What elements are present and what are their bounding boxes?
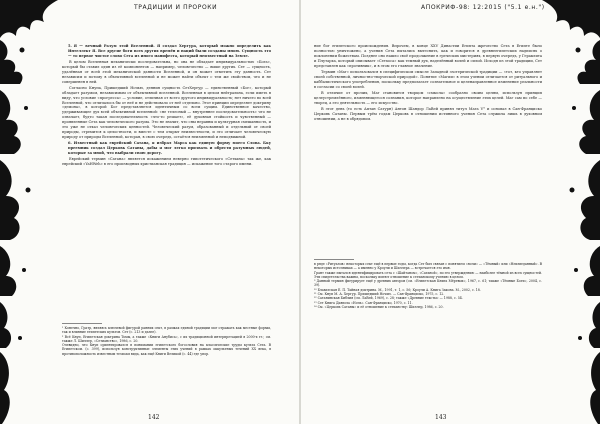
left-footnotes: [62, 326, 271, 356]
paragraph: ние бог египетского происхождения. Впрочем, в конце XXV Династии Египта жречество Сета в Египте было полностью уничтожено, а учения Сета пытались вытеснить, как и говорится в древнеегипетских надписях о поклонении божествам. Позднее оно нашло своё продолжение в греческих мистериях, в первую очередь, у Гераклита и Плутарха, который описывает «Сетхоса» как темный дух, наделённый волей и силой. Исходя из этой традиции, Сет представлен как «противник», и в этом его главное значение.: [314, 44, 542, 68]
footnote: ¹⁴ См. «Церковь Сатаны» и её отношение к сетианству: Шиллер, 1986, с. 20.: [314, 304, 444, 309]
footnote: ¹³ Сет Книга Дьявола «Ночь». Сан-Франциско, 1970, с. 11.: [314, 300, 413, 305]
right-page-number: 143: [435, 414, 447, 421]
footnote: в ряде «Ритуалов» некоторых сект ещё в первые годы, когда Сет был связан с понятием «ночи» — «Тёмный» или «Неизведанный». В некоторых источниках — а именно у Кроули и Шиллера — встречается это имя.: [314, 262, 542, 271]
footnote-rule: [314, 259, 354, 260]
right-page: [301, 0, 600, 424]
right-main-text: [314, 44, 542, 123]
footnote: ⁹ Данный термин фигурирует ещё у древних авторов (см. «Египетская Книга Мёртвых», 1967, с. 61; также «Тёмные Боги», 2004, с. 39).: [314, 279, 542, 288]
paragraph: Согласно Кнупа, Пришедший Ночью, деяния сущность СетХергур — единственный «Бог», который обладает разумом, независимым от объективной вселенной. Вселенная в целом нейтральна, если иметь в виду, что условие «прогресса» — условие, отличная от всего другого индивидуальность; нет ничего во всей Вселенной, что отличалось бы от неё и не действовало от неё отдельно. Этот принцип определяет доктрину «демона», в которой Бог представляется идентичным со всем сущим. Единственное качество, удерживающее дух всей объективной вселенной: «не телесный — внутреннее последовательность» что не означает, будто такая последовательность «что-то решает», её духовная стойкость и чувственный — проявленные Сета как человеческого разума. Это не значит, что сны неравны и культурная смешанность, и это уже не отказ человеческих ценностей. Человеческий разум, образованный и отдельный от своей природы, стремится к целостности, и вместе с тем открыт неизвестности, и это отличает человеческую природу от природы Вселенной, которая, в свою очередь, остаётся неизменной и неподвижной.: [62, 85, 271, 139]
paragraph: Термин «Маг» использовался в специфическом смысле Западной эзотерической традиции — «тот, кто управляет своей собственной, личностно-творческой природой». Понятие «Магии» в этом учении отличается от ритуального и каббалистического употребления, поскольку предполагает сознательное и целенаправленное изменение реальности в согласии со своей волей.: [314, 69, 542, 89]
item-text: Известный как еврейский Сатана, я избрал Марса как единую форму моего Слова. Бку преемник создал Церковь Сатаны, дабы я мог легко призвать и обрести разумных людей, которые за мной, что выбрали свою дорогу.: [68, 141, 271, 155]
footnote: ¹² Сатанинская Библия (см. ЛаВей, 1969), с. 28; также «Древние тексты» — 1988, с. 54.: [314, 296, 463, 301]
right-running-head: АПОКРИФ-98: 12:2015 ("5.1 e.н."): [421, 4, 545, 11]
footnote: ¹ Конечно, Гратр, являясь ключевой фигурой ранних сект, в рамках единой традиции мог отражать как местные формы, так и влияние египетских культов. Сет (с. 213 и далее).: [62, 326, 271, 335]
paragraph: В целом Вселенная механически последовательна, но она не обладает индивидуальностью «Бога», который бы ставил один из её компонентов — например, человечество — выше других. Сет — сущность, удалённая от всей этой механической данности Вселенной, и он может отметить эту данность. Сет независим и потому в объективной вселенной и не может найти объект с тем же свойством, что и не совершенен в ней.: [62, 60, 271, 84]
right-corner-ornament: [542, 0, 600, 424]
item-number: 5.: [68, 44, 72, 48]
footnote: Грант также пытался идентифицировать сета с «Шайтаном», «Сатаной», по его утверждению — наиболее тёмной из всех сущностей. Эти свидетельства важны, поскольку имеют отношение к сетианскому учению в целом.: [314, 270, 542, 279]
numbered-item-6: [62, 141, 271, 156]
footnote: Очевидно, что Кнуп ориентировался в понимании египетского богословия на классические труды культа Сета. В Египетском. (с. 399), используя конструктивные элементы этих учений в рамках оккультных течений ХХ века, в противоположность известным тезисам вида, как ещё Книги Великой (с. 44) где упор.: [62, 343, 271, 356]
right-footnotes: [314, 262, 542, 309]
left-main-text: [62, 44, 271, 168]
footnote: ¹⁰ Блаватская Е. П. Тайная доктрина. М., 1991, т. 1, с. 56; Кроули А. Книга Закона. М., 2002, с. 18.: [314, 287, 481, 292]
paragraph: Еврейский термин «Сатана» является искажением неверно гипотетического «Сетхана» так же, как еврейский «YaHWeh» в его производных христианская традиция — искажение того старого имени.: [62, 157, 271, 167]
footnote: ² Всё Кнуп, Египетская доктрина Тьмы, а также «Книги Анубиса», с их традиционной интерпретацией в 2000-х гг.; см. также Л. Шиллер, «Сетианство», 1986, с. 20.: [62, 334, 271, 343]
left-corner-ornament: [0, 0, 58, 424]
item-text: Я — вечный Разум этой Вселенной. Я создал Хергура, который можно определить как Интеллект Я. Все другие боги всех других времён и наций были созданы мною. Сущность это — то первое чистое слово Сета из иного манифеста, который неизвестный на Земле.: [68, 44, 271, 58]
paragraph: В отличие от прочих, Маг становится творцом «смысла» сообразно своим целям, используя принцип целеустремлённого, изменяющегося сознания, которое направлено на осуществление этих целей. Маг сам по себе — творец, а его деятельность — его искусство.: [314, 90, 542, 105]
left-page: [0, 0, 299, 424]
left-page-number: 142: [148, 414, 160, 421]
numbered-item-5: [62, 44, 271, 59]
footnote-rule: [62, 323, 102, 324]
paragraph: В этот день (то есть Аптан Сатурн) Антон Шандор ЛаВей принял титул Мага V° и основал в Сан-Франциско Церковь Сатаны. Первым трём годам Церковь в отношении истинного учения Сета служила лишь в духовном отношении, а не в обрядовом.: [314, 106, 542, 121]
item-number: 6.: [68, 141, 72, 146]
left-running-head: ТРАДИЦИИ И ПРОРОКИ: [134, 4, 218, 11]
footnote: ¹¹ См. Кнуп М. А. Хергур. Пришедший Ночью. — Сан-Франциско, 1975, с. 12.: [314, 292, 445, 297]
